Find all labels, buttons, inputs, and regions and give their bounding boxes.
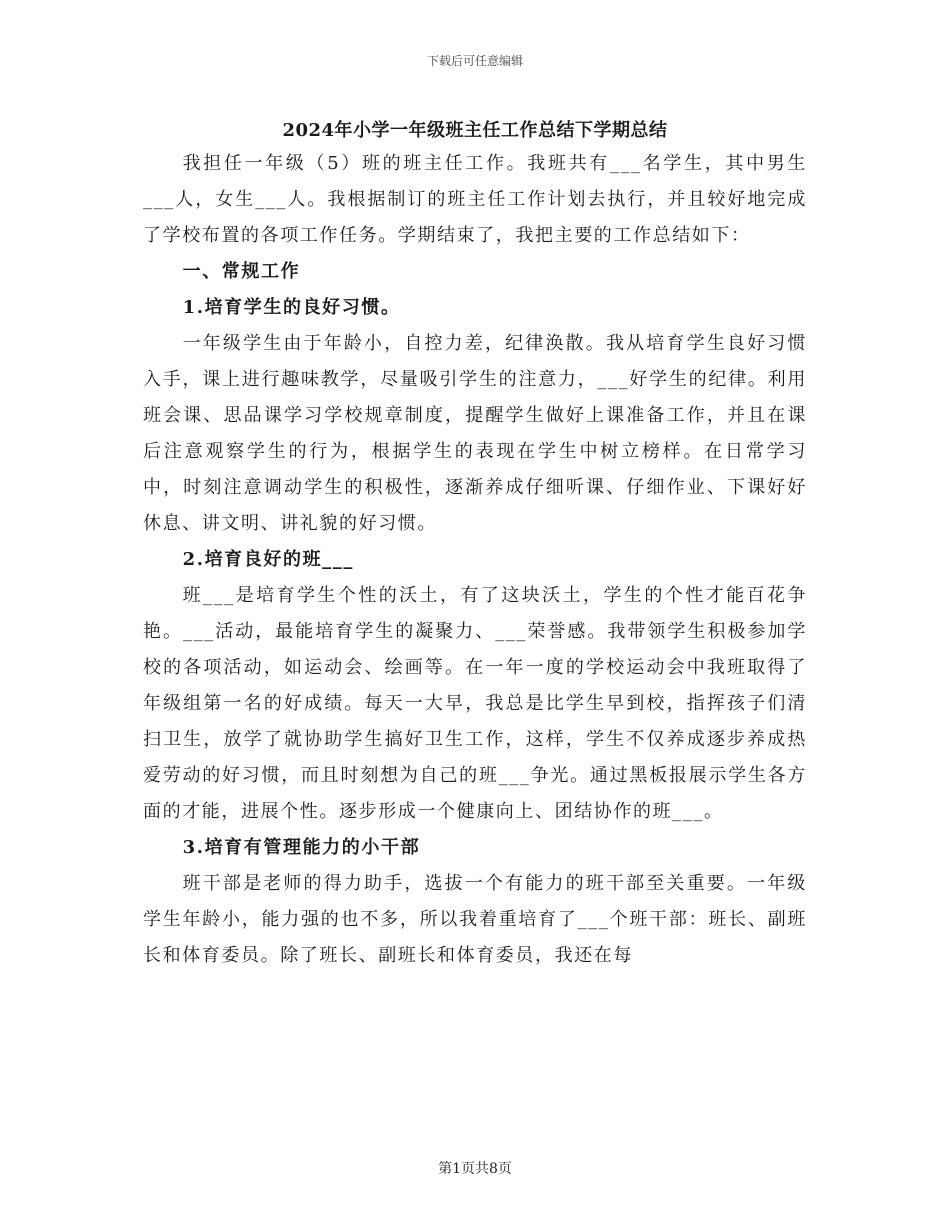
subheading-class-cadres: 3.培育有管理能力的小干部 <box>182 837 421 858</box>
page-header-note: 下载后可任意编辑 <box>426 54 523 68</box>
subheading-good-habits: 1.培育学生的良好习惯。 <box>182 297 401 318</box>
section-heading-routine-work: 一、常规工作 <box>182 261 301 282</box>
paragraph-class-collective: 班___是培育学生个性的沃土，有了这块沃土，学生的个性才能百花争艳。___活动，最能培育学生的凝聚力、___荣誉感。我带领学生积极参加学校的各项活动，如运动会、绘画等。在一年一度的学校运动会中我班取得了年级组第一名的好成绩。每天一大早，我总是比学生早到校，指挥孩子们清扫卫生，放学了就协助学生搞好卫生工作，这样，学生不仅养成逐步养成热爱劳动的好习惯，而且时刻想为自己的班___争光。通过黑板报展示学生各方面的才能，进展个性。逐步形成一个健康向上、团结协作的班___。 <box>143 585 807 822</box>
document-title: 2024年小学一年级班主任工作总结下学期总结 <box>282 120 668 141</box>
document-body <box>143 146 807 974</box>
paragraph-class-cadres: 班干部是老师的得力助手，选拔一个有能力的班干部至关重要。一年级学生年龄小，能力强的也不多，所以我着重培育了___个班干部：班长、副班长和体育委员。除了班长、副班长和体育委员，我还在每 <box>143 873 807 966</box>
paragraph-good-habits: 一年级学生由于年龄小，自控力差，纪律涣散。我从培育学生良好习惯入手，课上进行趣味教学，尽量吸引学生的注意力，___好学生的纪律。利用班会课、思品课学习学校规章制度，提醒学生做好上课准备工作，并且在课后注意观察学生的行为，根据学生的表现在学生中树立榜样。在日常学习中，时刻注意调动学生的积极性，逐渐养成仔细听课、仔细作业、下课好好休息、讲文明、讲礼貌的好习惯。 <box>143 333 807 534</box>
intro-paragraph: 我担任一年级（5）班的班主任工作。我班共有___名学生，其中男生___人，女生___人。我根据制订的班主任工作计划去执行，并且较好地完成了学校布置的各项工作任务。学期结束了，我把主要的工作总结如下： <box>143 153 807 246</box>
subheading-class-collective: 2.培育良好的班___ <box>182 549 354 570</box>
page-number-footer: 第1页共8页 <box>438 1161 512 1177</box>
